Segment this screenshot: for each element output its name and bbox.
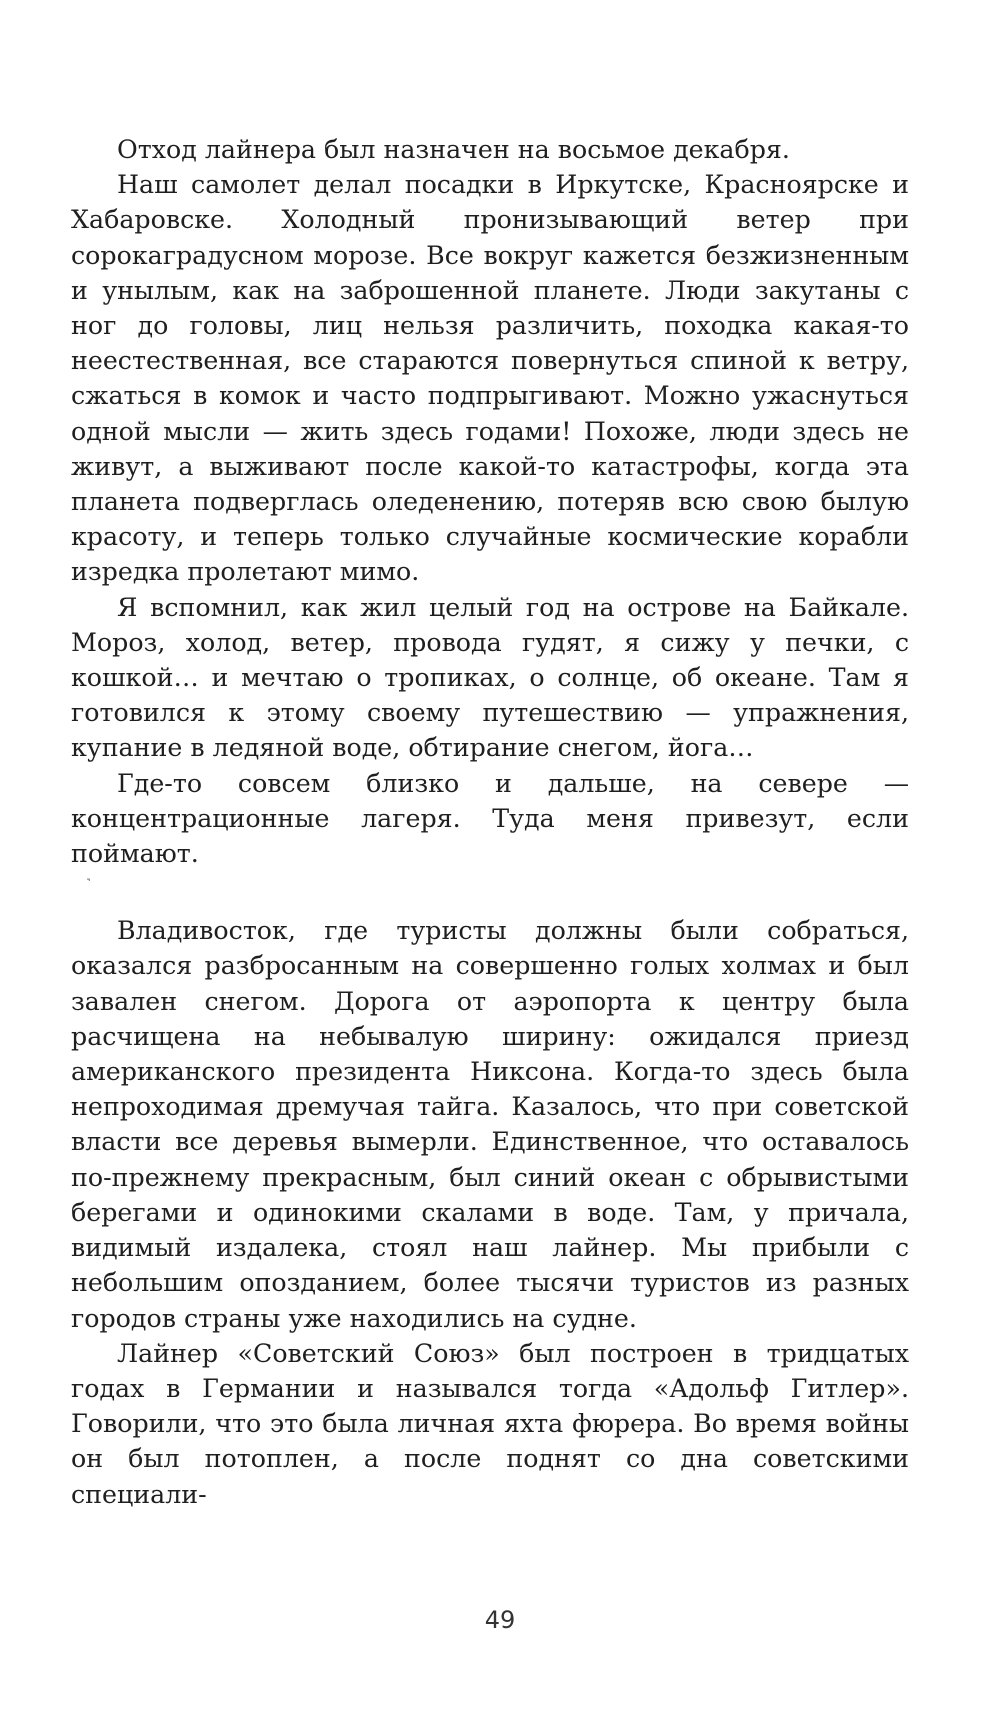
paragraph-vladivostok: Владивосток, где туристы должны были собраться, оказался разбросанным на совершенно голых холмах и был завален снегом. Дорога от аэропорта к центру была расчищена на небывалую ширину: ожидался приезд американского президента Никсона. Когда-то здесь была непроходимая дремучая тайга. Казалось, что при советской власти все деревья вымерли. Единственное, что оставалось по-прежнему прекрасным, был синий океан с обрывистыми берегами и одинокими скалами в воде. Там, у причала, видимый издалека, стоял наш лайнер. Мы прибыли с небольшим опозданием, более тысячи туристов из разных городов страны уже находились на судне. bbox=[71, 916, 909, 1333]
section-break bbox=[71, 871, 909, 913]
paragraph-liner-history: Лайнер «Советский Союз» был построен в тридцатых годах в Германии и назывался тогда «Адольф Гитлер». Говорили, что это была личная яхта фюрера. Во время войны он был потоплен, а после поднят со дна советскими специали- bbox=[71, 1338, 909, 1509]
stray-print-mark: ˺ bbox=[86, 877, 91, 894]
paragraph-baikal-memory: Я вспомнил, как жил целый год на острове на Байкале. Мороз, холод, ветер, провода гудят, я сижу у печки, с кошкой… и мечтаю о тропиках, о солнце, об океане. Там я готовился к этому своему путешествию — упражнения, купание в ледяной воде, обтирание снегом, йога… bbox=[71, 592, 909, 763]
paragraph-departure-date: Отход лайнера был назначен на восьмое декабря. bbox=[117, 135, 790, 164]
body-text bbox=[71, 132, 909, 1512]
page-number: 49 bbox=[484, 1606, 516, 1634]
paragraph-flight-stops: Наш самолет делал посадки в Иркутске, Красноярске и Хабаровске. Холодный пронизывающий ветер при сорокаградусном морозе. Все вокруг кажется безжизненным и унылым, как на заброшенной планете. Люди закутаны с ног до головы, лиц нельзя различить, походка какая-то неестественная, все стараются повернуться спиной к ветру, сжаться в комок и часто подпрыгивают. Можно ужаснуться одной мысли — жить здесь годами! Похоже, люди здесь не живут, а выживают после какой-то катастрофы, когда эта планета подверглась оледенению, потеряв всю свою былую красоту, и теперь только случайные космические корабли изредка пролетают мимо. bbox=[71, 170, 909, 587]
paragraph-camps-north: Где-то совсем близко и дальше, на севере — концентрационные лагеря. Туда меня привезут, если поймают. bbox=[71, 768, 909, 869]
